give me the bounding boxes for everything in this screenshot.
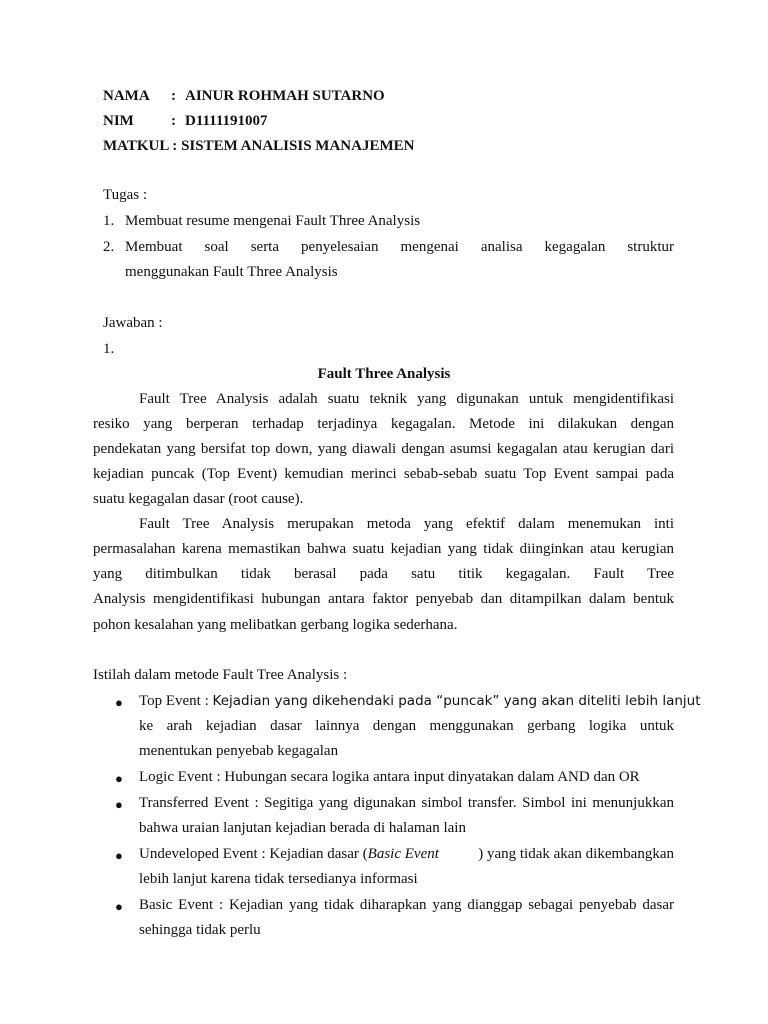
transferred-event-line1: Transferred Event : Segitiga yang digunakan simbol transfer. Simbol ini menunjukkan [139,795,674,811]
tugas-item-1 [103,213,420,230]
paragraph1-line2: resiko yang berperan terhadap terjadinya kegagalan. Metode ini dilakukan dengan [93,416,674,432]
bullet-icon: ● [115,771,123,786]
nama-row [103,88,385,105]
jawaban-number: 1. [103,341,115,357]
nama-separator: : [171,88,176,104]
section-title: Fault Three Analysis [317,366,451,382]
tugas-label: Tugas : [103,187,148,203]
tugas-item-2-line2: menggunakan Fault Three Analysis [125,264,338,280]
nim-row [103,113,268,130]
basic-event-line1: Basic Event : Kejadian yang tidak diharapkan yang dianggap sebagai penyebab dasar [139,897,674,913]
istilah-heading: Istilah dalam metode Fault Tree Analysis : [93,667,348,683]
matkul-label: MATKUL : [103,138,178,154]
matkul-value: SISTEM ANALISIS MANAJEMEN [181,138,415,154]
nim-separator: : [171,113,176,129]
matkul-row [103,138,414,155]
paragraph2-line1: Fault Tree Analysis merupakan metoda yang efektif dalam menemukan inti [139,516,674,532]
paragraph1-line5: suatu kegagalan dasar (root cause). [93,491,304,507]
tugas-item-2-line1: Membuat soal serta penyelesaian mengenai analisa kegagalan struktur [125,239,674,255]
paragraph2-line2: permasalahan karena memastikan bahwa suatu kejadian yang tidak diinginkan atau kerugian [93,541,674,557]
top-event-line2: ke arah kejadian dasar lainnya dengan menggunakan gerbang logika untuk [139,718,674,734]
undeveloped-event-pre: Undeveloped Event : Kejadian dasar ( [139,846,368,862]
tugas-item-2-number: 2. [103,239,115,255]
top-event-line3: menentukan penyebab kegagalan [139,743,339,759]
transferred-event-line2: bahwa uraian lanjutan kejadian berada di halaman lain [139,820,466,836]
paragraph2-line5: pohon kesalahan yang melibatkan gerbang logika sederhana. [93,617,458,633]
paragraph2-line3: yang ditimbulkan tidak berasal pada satu titik kegagalan. Fault Tree [93,566,674,582]
bullet-icon: ● [115,797,123,812]
undeveloped-event-line1 [139,846,674,863]
top-event-definition: Kejadian yang dikehendaki pada “puncak” yang akan diteliti lebih lanjut [212,693,701,709]
bullet-icon: ● [115,695,123,710]
undeveloped-event-post: ) yang tidak akan dikembangkan [478,846,674,862]
nim-value: D1111191007 [185,113,268,129]
basic-event-line2: sehingga tidak perlu [139,922,261,938]
paragraph2-line4: Analysis mengidentifikasi hubungan antara faktor penyebab dan ditampilkan dalam bentuk [93,591,674,607]
paragraph1-line3: pendekatan yang bersifat top down, yang diawali dengan asumsi kegagalan atau kerugian dari [93,441,674,457]
logic-event-line1: Logic Event : Hubungan secara logika antara input dinyatakan dalam AND dan OR [139,769,640,785]
top-event-label: Top Event : [139,693,213,709]
nim-label: NIM [103,113,134,129]
bullet-icon: ● [115,899,123,914]
nama-label: NAMA [103,88,150,104]
bullet-icon: ● [115,848,123,863]
tugas-item-1-text: Membuat resume mengenai Fault Three Analysis [125,213,421,229]
tugas-item-2 [103,239,125,256]
jawaban-label: Jawaban : [103,315,163,331]
paragraph1-line4: kejadian puncak (Top Event) kemudian merinci sebab-sebab suatu Top Event sampai pada [93,466,674,482]
nama-value: AINUR ROHMAH SUTARNO [185,88,385,104]
undeveloped-event-italic: Basic Event [367,846,439,862]
top-event-line1 [139,693,701,710]
undeveloped-event-line2: lebih lanjut karena tidak tersedianya informasi [139,871,418,887]
tugas-item-1-number: 1. [103,213,115,229]
paragraph1-line1: Fault Tree Analysis adalah suatu teknik yang digunakan untuk mengidentifikasi [139,391,674,407]
